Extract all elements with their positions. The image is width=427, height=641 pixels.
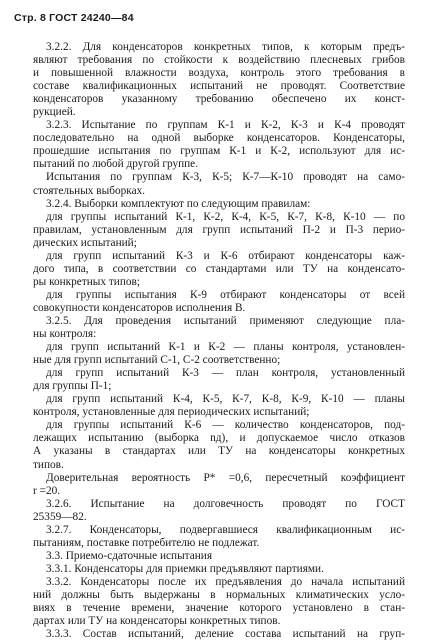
- page-header: Стр. 8 ГОСТ 24240—84: [14, 12, 134, 24]
- text-line: и повышенной влажности воздуха, контроль этого требования в: [33, 67, 405, 80]
- text-line: контроля, установленные для периодических испытаний;: [33, 406, 310, 419]
- text-line: 3.2.7. Конденсаторы, подвергавшиеся квалификационным ис-: [46, 523, 405, 536]
- text-line: 3.3.1. Конденсаторы для приемки предъявляют партиями.: [46, 562, 324, 575]
- text-line: пытаний по любой другой группе.: [33, 158, 199, 171]
- text-line: дартах или ТУ на конденсаторы конкретных типов.: [33, 615, 281, 628]
- text-line: виях в течение времени, значение которого установлено в стан-: [33, 602, 405, 615]
- text-line: для групп испытаний К-3 и К-6 отбирают конденсаторы каж-: [46, 249, 405, 262]
- text-line: типов.: [33, 458, 64, 471]
- text-line: для групп испытаний К-4, К-5, К-7, К-8, К-9, К-10 — планы: [46, 393, 405, 406]
- text-line: 3.2.4. Выборки комплектуют по следующим правилам:: [46, 197, 311, 210]
- document-body: [33, 41, 405, 641]
- text-line: r =20.: [33, 484, 61, 497]
- text-line: прошедшие испытания по группам К-1 и К-2, используют для ис-: [33, 145, 405, 158]
- text-line: для групп испытаний К-1 и К-2 — планы контроля, установлен-: [46, 341, 405, 354]
- text-line: правилам, установленным для групп испытаний П-2 и П-3 перио-: [33, 223, 405, 236]
- text-line: 3.2.5. Для проведения испытаний применяют следующие пла-: [46, 314, 405, 327]
- text-line: ные для групп испытаний С-1, С-2 соответственно;: [33, 354, 281, 367]
- text-line: последовательно на одной выборке конденсаторов. Конденсаторы,: [33, 132, 405, 145]
- text-line: дого типа, в соответствии со стандартами или ТУ на конденсато-: [33, 262, 405, 275]
- text-line: для группы испытаний К-1, К-2, К-4, К-5, К-7, К-8, К-10 — по: [46, 210, 405, 223]
- text-line: 3.2.2. Для конденсаторов конкретных типов, к которым предъ-: [46, 41, 405, 53]
- text-line: для группы испытания К-9 отбирают конденсаторы от всей: [46, 288, 405, 301]
- text-line: ний должны быть выдержаны в нормальных климатических усло-: [33, 588, 405, 601]
- text-line: рукцией.: [33, 106, 76, 119]
- text-line: 3.3.2. Конденсаторы после их предъявления до начала испытаний: [46, 575, 405, 588]
- text-line: дических испытаний;: [33, 236, 137, 249]
- text-line: 3.3. Приемо-сдаточные испытания: [46, 549, 213, 562]
- text-line: ры конкретных типов;: [33, 275, 141, 288]
- text-line: являют требования по стойкости к воздействию плесневых грибов: [33, 54, 405, 67]
- text-line: 3.2.3. Испытание по группам К-1 и К-2, К-3 и К-4 проводят: [46, 119, 405, 132]
- text-line: 3.3.3. Состав испытаний, деление состава испытаний на груп-: [46, 628, 405, 641]
- text-line: стоятельных выборках.: [33, 184, 146, 197]
- text-line: совокупности конденсаторов исполнения В.: [33, 301, 246, 314]
- text-line: 25359—82.: [33, 510, 87, 523]
- text-line: для группы испытаний К-6 — количество конденсаторов, под-: [46, 419, 405, 432]
- text-line: пытаниям, поставке потребителю не подлежат.: [33, 536, 260, 549]
- text-line: для групп испытаний К-3 — план контроля, установленный: [46, 367, 405, 380]
- text-line: ны контроля:: [33, 328, 97, 341]
- text-line: А указаны в стандартах или ТУ на конденсаторы конкретных: [33, 445, 405, 458]
- text-line: Доверительная вероятность P* =0,6, пересчетный коэффициент: [46, 471, 405, 484]
- text-line: конденсаторов указанному требованию обеспечено их конст-: [33, 93, 405, 106]
- text-line: 3.2.6. Испытание на долговечность проводят по ГОСТ: [46, 497, 405, 510]
- text-line: составе квалификационных испытаний не проводят. Соответствие: [33, 80, 405, 93]
- text-line: лежащих испытанию (выборка nд), и допускаемое число отказов: [33, 432, 405, 445]
- text-line: для группы П-1;: [33, 380, 112, 393]
- text-line: Испытания по группам К-3, К-5; К-7—К-10 проводят на само-: [46, 171, 405, 184]
